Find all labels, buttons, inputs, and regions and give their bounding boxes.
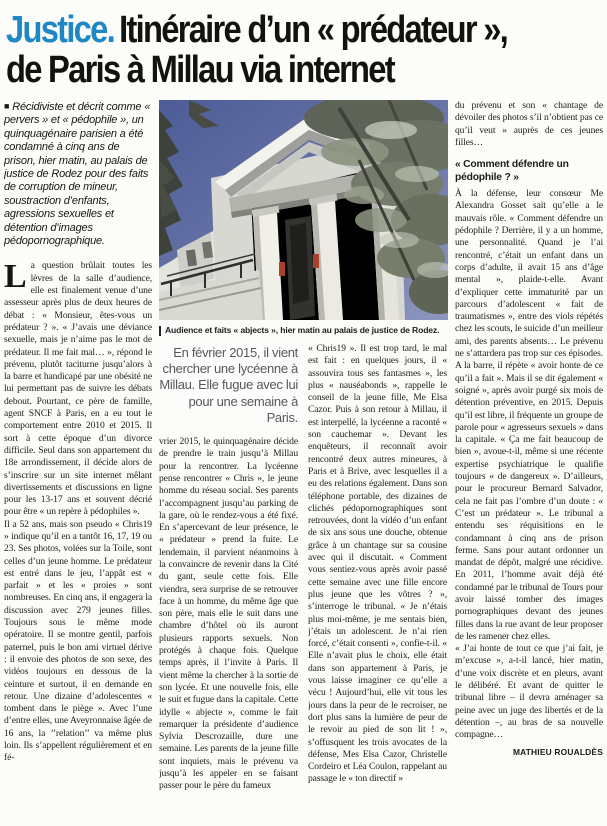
article-columns bbox=[4, 100, 603, 806]
headline-line-1 bbox=[6, 10, 519, 50]
headline-text-2: de Paris à Millau via internet bbox=[6, 49, 394, 91]
headline-line-2 bbox=[6, 50, 519, 90]
paragraph: Il a 52 ans, mais son pseudo « Chris19 » indique qu’il en a tantôt 16, 17, 19 ou 23. Ses photos, volées sur la Toile, sont celles d’un jeune homme. Le prédateur est entré dans le jeu, l’appât est « parfait » et les « proies » sont nombreuses. En cinq ans, il engagera la discussion avec 279 jeunes filles. Toujours sous le même mode opératoire. Il se montre gentil, parfois paternel, puis le bon ami virtuel dérive : il envoie des photos de son sexe, des vidéos toujours en dessous de la ceinture et surtout, il en demande en retour. Une dizaine d’adolescentes « tombent dans le piège ». Avec l’une d’entre elles, une Aveyronnaise âgée de 16 ans, la ’’relation’’ va même plus loin. Ils s’appellent régulièrement et en fé- bbox=[4, 518, 152, 764]
lede-bullet-icon: ■ bbox=[4, 101, 10, 111]
column-1 bbox=[4, 100, 152, 806]
courthouse-photo bbox=[159, 100, 448, 320]
caption-marker bbox=[159, 326, 161, 336]
column-1-body bbox=[4, 260, 152, 764]
middle-columns bbox=[159, 343, 448, 806]
article-photo-figure bbox=[159, 100, 448, 343]
paragraph: « Chris19 ». Il est trop tard, le mal est fait : en quelques jours, il « assouvira tous ses fantasmes », les plus « nauséabonds », rappelle le conseil de la jeune fille, Me Elsa Cazor. Puis à son retour à Millau, il est interpellé, la lycéenne a raconté « son cauchemar ». Devant les enquêteurs, il reconnaît avoir rencontré deux autres mineures, à Paris et à Brive, avec lesquelles il a eu des relations également. Dans son téléphone portable, des dizaines de clichés pédopornographiques sont retrouvées, dont la vidéo d’un enfant de six ans sous une douche, obtenue grâce à un chantage sur sa cousine avec qui il discutait. « Comment vous sentiez-vous après avoir passé cette semaine avec une fille encore plus jeune que les vôtres ? », s’interroge le tribunal. « Je n’étais plus moi-même, je me sentais bien, j’étais un adolescent. Je n’ai rien forcé, c’était consenti », confie-t-il. « Elle n’avait plus le choix, elle était dans son appartement à Paris, je vous laisse imaginer ce qu’elle a vécu ! Aujourd’hui, elle vit tous les jours dans la peur de le recroiser, ne dort plus sans la lumière de peur de le revoir au pied de son lit ! », s’offusquent les trois avocates de la défense, Mes Elsa Cazor, Christelle Cordeiro et Léa Coulon, rappelant au passage le « ton directif » bbox=[308, 343, 447, 785]
column-3 bbox=[308, 343, 447, 806]
lede-text: Récidiviste et décrit comme « pervers » et « pédophile », un quinquagénaire parisien a été condamné à cinq ans de prison, hier matin, au palais de justice de Rodez pour des faits de corruption de mineur, soustraction d’enfants, agressions sexuelles et détention d’images pédopornographique. bbox=[4, 101, 151, 248]
paragraph bbox=[4, 260, 152, 518]
column-3-body bbox=[308, 343, 447, 786]
paragraph: À la défense, leur consœur Me Alexandra Gosset sait qu’elle a le mauvais rôle. « Comment défendre un pédophile ? Derrière, il y a un homme, une personnalité. Quand je l’ai rencontré, c’était un enfant dans un corps d’adulte, il avait 15 ans d’âge mental », plaide-t-elle. Avant d’expliquer cette immaturité par un parcours d’adolescent « fait de traumatismes », entre des viols répétés chez les scouts, le suicide d’un meilleur ami, des parents absents… Le prévenu ne s’attardera pas trop sur ces épisodes. A la barre, il répète « avoir honte de ce qu’il a fait ». Mais il se dit également « soigné », après avoir purgé six mois de détention préventive, en 2015. Depuis qu’il est libre, il fréquente un groupe de parole pour « agresseurs sexuels » dans la capitale. « Ça me fait beaucoup de bien », avoue-t-il, même si une récente expertise psychiatrique le qualifie toujours « de dangereux ». D’ailleurs, pour le procureur Bernard Salvador, cela ne fait pas l’ombre d’un doute : « C’est un prédateur ». Le tribunal a entendu ses réquisitions en le condamnant à cinq ans de prison ferme. Sans pour autant ordonner un mandat de dépôt, malgré une récidive. En 2011, l’homme avait déjà été condamné par le tribunal de Tours pour avoir laissé tomber des images pornographiques devant des jeunes filles dans la rue avant de leur proposer de les ramener chez elles. bbox=[455, 188, 603, 642]
paragraph: « J’ai honte de tout ce que j’ai fait, je m’excuse », a-t-il lancé, hier matin, d’une voix discrète et en pleurs, avant le délibéré. Et avant de quitter le tribunal libre – il devra aménager sa peine avec un juge des libertés et de la détention –, au bras de sa nouvelle compagne… bbox=[455, 643, 603, 741]
middle-block bbox=[159, 100, 448, 806]
headline-text-1: Itinéraire d’un « prédateur », bbox=[119, 9, 508, 51]
column-2 bbox=[159, 343, 298, 806]
column-2-body bbox=[159, 436, 298, 793]
column-4 bbox=[455, 100, 603, 806]
paragraph-text: a question brûlait toutes les lèvres de la salle d’audience, elle est finalement venue d’une assesseur après plus de deux heures de débat : « Monsieur, êtes-vous un prédateur ? ». « J’avais une déviance sexuelle, mais je n’aime pas le mot de prédateur. Il me fait mal… », répond le prévenu, plutôt taciturne jusqu’alors à la barre et handicapé par une obésité ne lui permettant pas de suivre les débats debout. Pourtant, ce père de famille, agent SNCF à Paris, en a eu tout le comportement entre 2010 et 2015. Il sort à cette époque d’un divorce difficile. Seul dans son appartement du 18e arrondissement, il décide alors de s’inscrire sur un site internet mêlant divertissements et discussions en ligne pour les 13-17 ans et souvent décrié pour être « un repère à pédophiles ». bbox=[4, 260, 152, 518]
section-kicker: Justice. bbox=[6, 9, 114, 51]
dropcap: L bbox=[4, 258, 27, 296]
byline: MATHIEU ROUALDÈS bbox=[512, 746, 603, 757]
paragraph: vrier 2015, le quinquagénaire décide de prendre le train jusqu’à Millau pour la rencontrer. La lycéenne pense rencontrer « Chris », le jeune homme du réseau social. Ses parents l’accompagnent jusqu’au parking de la gare, où le rendez-vous a été fixé. En s’apercevant de leur présence, le « prédateur » prend la fuite. Le lendemain, il parvient néanmoins à la convaincre de revenir dans la Cité du gant, seule cette fois. Elle viendra, sera surprise de se retrouver face à un homme, du même âge que son père, mais elle le suit dans une chambre d’hôtel où ils auront plusieurs rapports sexuels. Non protégés à chaque fois. Quelque temps après, il l’invite à Paris. Il vient même la chercher à la sortie de son lycée. Et une nouvelle fois, elle le suit et fugue dans la capitale. Cette idylle « abjecte », comme le fait remarquer la présidente d’audience Sylvia Descrozaille, dure une semaine. Les parents de la jeune fille sont inquiets, mais le prévenu va jusqu’à les appeler en se faisant passer pour le père du fameux bbox=[159, 436, 298, 792]
subhead: « Comment défendre un pédophile ? » bbox=[455, 159, 569, 183]
column-4-body bbox=[455, 100, 603, 758]
courthouse-photo-illustration bbox=[159, 100, 448, 320]
pull-quote: En février 2015, il vient chercher une lycéenne à Millau. Elle fugue avec lui pour une semaine à Paris. bbox=[159, 345, 298, 425]
paragraph: du prévenu et son « chantage de dévoiler des photos s’il n’obtient pas ce qu’il veut » auprès de ces jeunes filles… bbox=[455, 100, 603, 148]
lede bbox=[4, 100, 152, 248]
caption-text: Audience et faits « abjects », hier matin au palais de justice de Rodez. bbox=[165, 325, 440, 335]
masthead bbox=[6, 10, 603, 90]
photo-caption bbox=[159, 325, 448, 336]
